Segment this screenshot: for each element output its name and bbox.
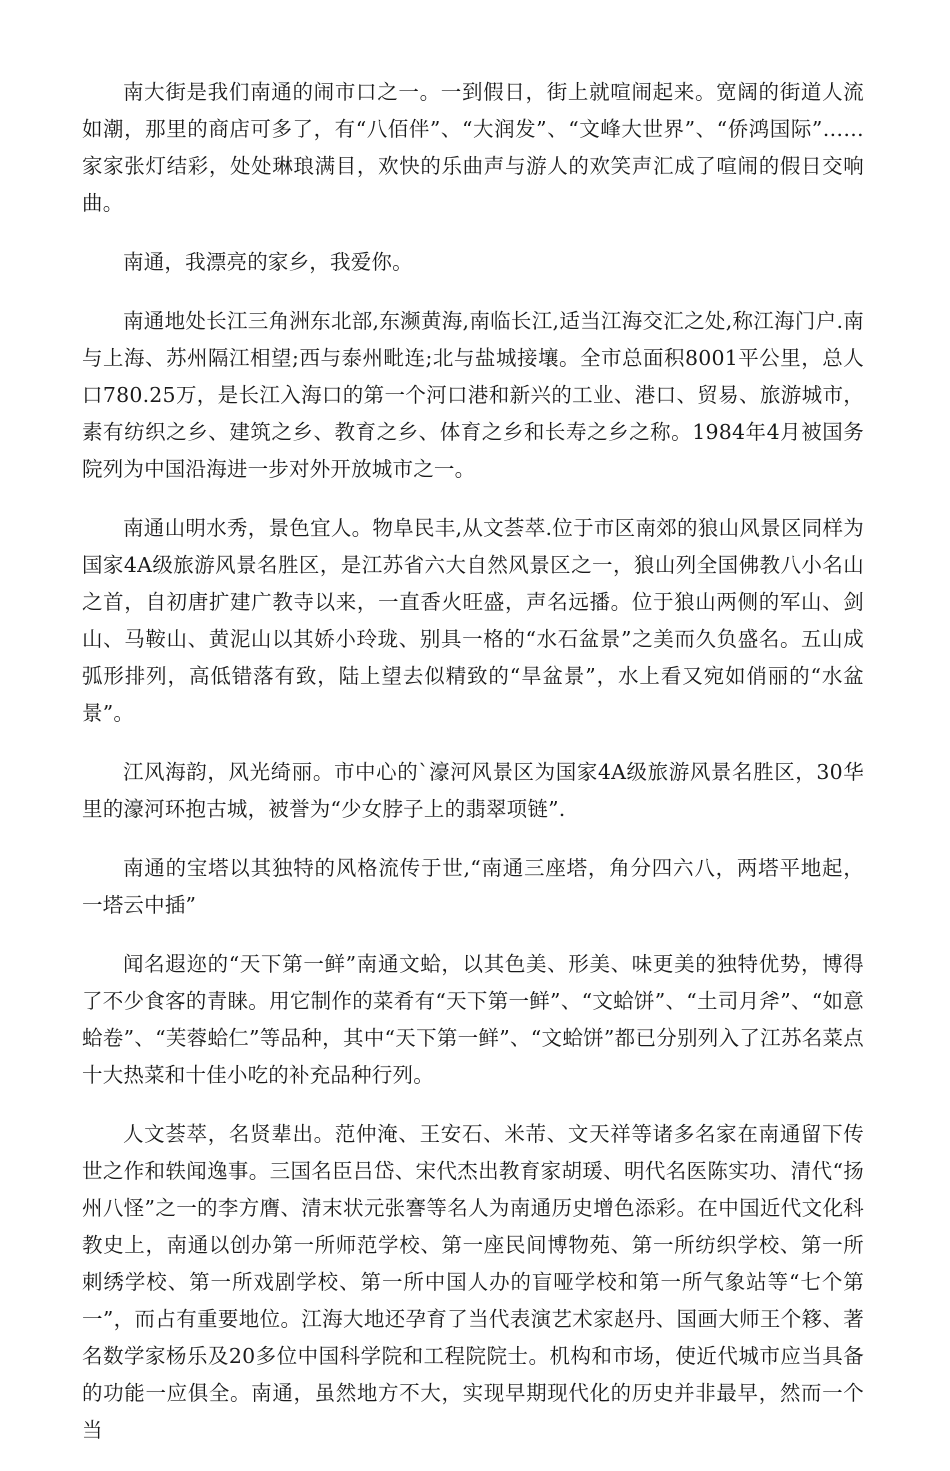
- paragraph-nandajie: 南大街是我们南通的闹市口之一。一到假日，街上就喧闹起来。宽阔的街道人流如潮，那里的商店可多了，有“八佰伴”、“大润发”、“文峰大世界”、“侨鸿国际”……家家张灯结彩，处处琳琅满目，欢快的乐曲声与游人的欢笑声汇成了喧闹的假日交响曲。: [82, 80, 864, 215]
- paragraph-langshan: 南通山明水秀，景色宜人。物阜民丰,从文荟萃.位于市区南郊的狼山风景区同样为国家4A级旅游风景名胜区，是江苏省六大自然风景区之一，狼山列全国佛教八小名山之首，自初唐扩建广教寺以来，一直香火旺盛，声名远播。位于狼山两侧的军山、剑山、马鞍山、黄泥山以其娇小玲珑、别具一格的“水石盆景”之美而久负盛名。五山成弧形排列，高低错落有致，陆上望去似精致的“旱盆景”，水上看又宛如俏丽的“水盆景”。: [82, 516, 864, 725]
- paragraph-culture: 人文荟萃，名贤辈出。范仲淹、王安石、米芾、文天祥等诸多名家在南通留下传世之作和轶闻逸事。三国名臣吕岱、宋代杰出教育家胡瑗、明代名医陈实功、清代“扬州八怪”之一的李方膺、清末状元张謇等名人为南通历史增色添彩。在中国近代文化科教史上，南通以创办第一所师范学校、第一座民间博物苑、第一所纺织学校、第一所刺绣学校、第一所戏剧学校、第一所中国人办的盲哑学校和第一所气象站等“七个第一”，而占有重要地位。江海大地还孕育了当代表演艺术家赵丹、国画大师王个簃、著名数学家杨乐及20多位中国科学院和工程院院士。机构和市场，使近代城市应当具备的功能一应俱全。南通，虽然地方不大，实现早期现代化的历史并非最早，然而一个当: [82, 1122, 864, 1442]
- paragraph-pagodas: 南通的宝塔以其独特的风格流传于世,“南通三座塔，角分四六八，两塔平地起，一塔云中插”: [82, 856, 864, 917]
- paragraph-haohe: 江风海韵，风光绮丽。市中心的`濠河风景区为国家4A级旅游风景名胜区，30华里的濠河环抱古城，被誉为“少女脖子上的翡翠项链”.: [82, 760, 864, 821]
- paragraph-geography: 南通地处长江三角洲东北部,东濒黄海,南临长江,适当江海交汇之处,称江海门户.南与上海、苏州隔江相望;西与泰州毗连;北与盐城接壤。全市总面积8001平公里，总人口780.25万，是长江入海口的第一个河口港和新兴的工业、港口、贸易、旅游城市，素有纺织之乡、建筑之乡、教育之乡、体育之乡和长寿之乡之称。1984年4月被国务院列为中国沿海进一步对外开放城市之一。: [82, 309, 864, 481]
- document-body: [82, 74, 864, 1471]
- paragraph-clams: 闻名遐迩的“天下第一鲜”南通文蛤，以其色美、形美、味更美的独特优势，博得了不少食客的青睐。用它制作的菜肴有“天下第一鲜”、“文蛤饼”、“土司月斧”、“如意蛤卷”、“芙蓉蛤仁”等品种，其中“天下第一鲜”、“文蛤饼”都已分别列入了江苏名菜点十大热菜和十佳小吃的补充品种行列。: [82, 952, 864, 1087]
- paragraph-love-hometown: 南通，我漂亮的家乡，我爱你。: [123, 250, 413, 274]
